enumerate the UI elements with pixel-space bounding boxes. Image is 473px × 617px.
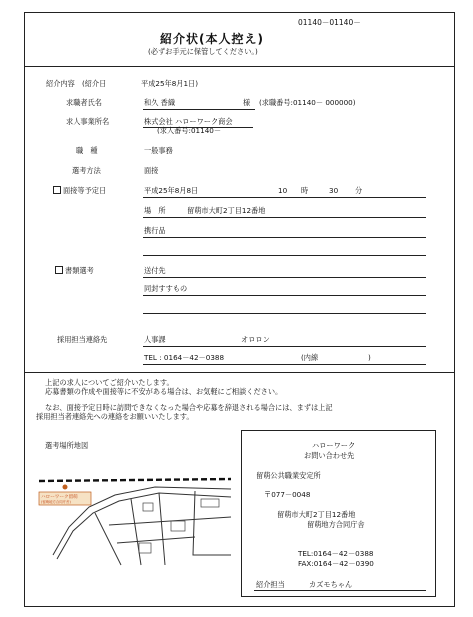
hellowork-subtitle: お問い合わせ先 <box>304 451 355 460</box>
enclose-label: 同封すすもの <box>144 284 188 293</box>
bring-underline-2 <box>143 255 426 256</box>
staff-label: 紹介担当 <box>256 580 285 589</box>
road-e <box>109 517 231 525</box>
road-b <box>131 499 141 565</box>
contact-label: 採用担当連絡先 <box>57 335 108 344</box>
company-id: (求人番号:01140－ <box>157 126 222 135</box>
place-value: 留萌市大町2丁目12番地 <box>187 206 266 215</box>
building-3 <box>139 543 151 553</box>
company-name: 株式会社 ハローワーク商会 <box>144 117 233 126</box>
road-f <box>117 537 195 543</box>
page-title: 紹介状(本人控え) <box>160 32 264 46</box>
map-drawing <box>35 455 235 575</box>
interview-underline <box>143 197 426 198</box>
contact-underline-1 <box>143 346 426 347</box>
road-c <box>159 493 165 565</box>
interview-date: 平成25年8月8日 <box>144 186 199 195</box>
building-2 <box>171 521 185 531</box>
intro-label: 紹介内容 (紹介日 <box>46 79 107 88</box>
document-label: 書類選考 <box>55 266 94 276</box>
note-line-4: 採用担当者連絡先への連絡をお願いいたします。 <box>36 412 194 421</box>
contact-tel: TEL : 0164－42－0388 <box>144 353 225 362</box>
job-value: 一般事務 <box>144 146 173 155</box>
enclose-underline-1 <box>143 295 426 296</box>
hellowork-postal: 〒077－0048 <box>264 490 311 499</box>
bring-underline-1 <box>143 237 426 238</box>
railway-line <box>39 479 231 481</box>
send-underline <box>143 277 426 278</box>
bring-label: 携行品 <box>144 226 166 235</box>
intro-date: 平成25年8月1日) <box>141 79 199 88</box>
staff-name: カズモちゃん <box>309 580 353 589</box>
hellowork-office: 留萌公共職業安定所 <box>256 471 321 480</box>
road-d <box>193 491 231 555</box>
contact-ext-close: ) <box>368 353 371 362</box>
map-title: 選考場所地図 <box>45 441 89 450</box>
applicant-label: 求職者氏名 <box>66 98 102 107</box>
location-map <box>35 455 235 575</box>
building-4 <box>201 499 219 507</box>
page-subtitle: (必ずお手元に保管してください。) <box>148 47 258 56</box>
send-label: 送付先 <box>144 266 166 275</box>
method-label: 選考方法 <box>72 166 101 175</box>
note-line-1: 上記の求人についてご紹介いたします。 <box>45 378 174 387</box>
interview-hour: 10 <box>278 186 288 195</box>
note-line-3: なお、面接予定日時に訪問できなくなった場合や応募を辞退される場合には、まずは上記 <box>45 403 333 412</box>
interview-hour-unit: 時 <box>301 186 309 195</box>
hellowork-map-sublabel: (留萌地方合同庁舎) <box>41 500 71 504</box>
document-checkbox[interactable] <box>55 266 63 274</box>
method-value: 面接 <box>144 166 159 175</box>
body-divider <box>24 372 455 373</box>
place-label: 場 所 <box>144 206 166 215</box>
document-number: 01140－01140－ <box>298 18 361 27</box>
contact-underline-2 <box>143 364 426 365</box>
note-line-2: 応募書類の作成や面接等に不安がある場合は、お気軽にご相談ください。 <box>45 387 283 396</box>
hellowork-map-label: ハローワーク留萌 <box>41 495 78 500</box>
job-label: 職 種 <box>76 146 98 155</box>
contact-dept: 人事課 <box>144 335 166 344</box>
hellowork-title: ハローワーク <box>312 441 356 450</box>
company-label: 求人事業所名 <box>66 117 110 126</box>
interview-label: 面接等予定日 <box>53 186 106 196</box>
contact-ext: (内線 <box>301 353 319 362</box>
hellowork-tel: TEL:0164－42－0388 <box>298 549 374 558</box>
interview-min-unit: 分 <box>355 186 363 195</box>
place-underline <box>143 217 426 218</box>
interview-min: 30 <box>329 186 339 195</box>
hellowork-address-1: 留萌市大町2丁目12番地 <box>277 510 356 519</box>
contact-person: オロロン <box>241 335 270 344</box>
building-1 <box>143 503 153 511</box>
applicant-name: 和久 香織 <box>144 98 176 107</box>
applicant-underline <box>143 109 255 110</box>
header-divider <box>24 66 455 67</box>
applicant-suffix: 様 <box>243 98 251 107</box>
applicant-id: (求職番号:01140－ 000000) <box>259 98 356 107</box>
staff-underline <box>254 590 426 591</box>
hellowork-fax: FAX:0164－42－0390 <box>298 559 374 568</box>
enclose-underline-2 <box>143 313 426 314</box>
road-a <box>95 513 121 565</box>
location-pin-icon <box>63 485 68 490</box>
interview-checkbox[interactable] <box>53 186 61 194</box>
hellowork-address-2: 留萌地方合同庁舎 <box>307 520 365 529</box>
